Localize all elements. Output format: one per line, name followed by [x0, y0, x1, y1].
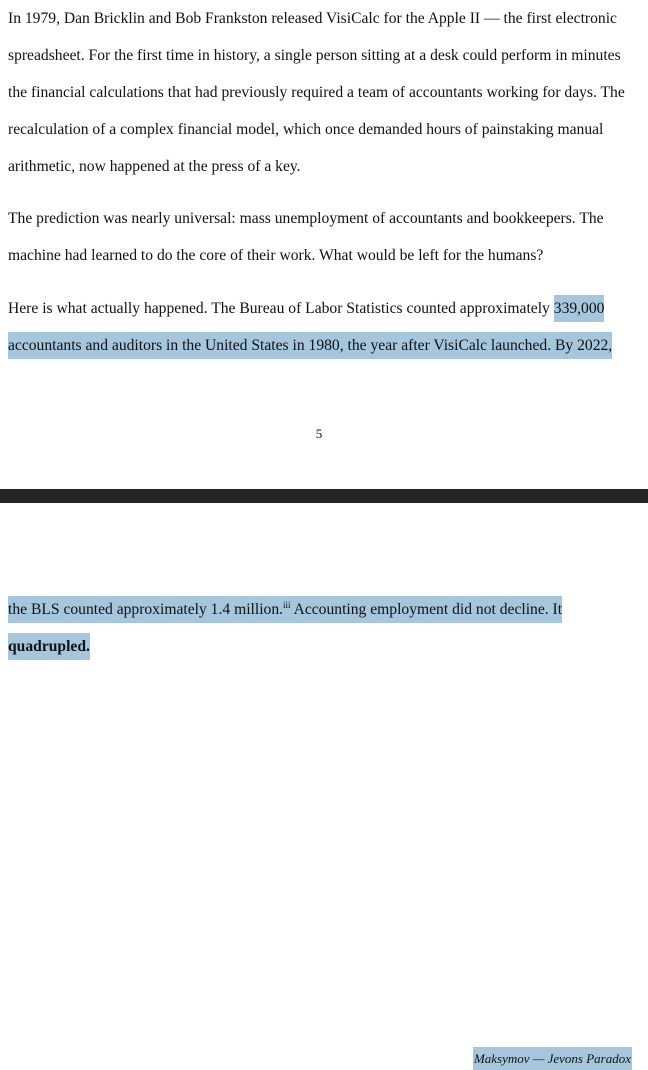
paragraph-visicalc-intro: In 1979, Dan Bricklin and Bob Frankston released VisiCalc for the Apple II — the first electronic spreadsheet. For the first time in history, a single person sitting at a desk could perform in minutes the financial calculations that had previously required a team of accountants working for days. The recalculation of a complex financial model, which once demanded hours of painstaking manual arithmetic, now happened at the press of a key. [8, 10, 625, 175]
selected-text[interactable] [8, 596, 562, 660]
page-5 [0, 0, 648, 489]
paragraph-continuation [8, 591, 638, 665]
paragraph-prediction: The prediction was nearly universal: mass unemployment of accountants and bookkeepers. The machine had learned to do the core of their work. What would be left for the humans? [8, 210, 604, 264]
page-separator [0, 489, 648, 503]
page-6 [0, 503, 648, 1066]
selected-text[interactable]: 339,000 accountants and auditors in the United States in 1980, the year after VisiCalc launched. By 2022, [8, 295, 612, 359]
footnote-marker[interactable]: iii [283, 599, 291, 610]
continuation-text: the BLS counted approximately 1.4 million. [8, 601, 284, 618]
page-number: 5 [315, 426, 323, 441]
paragraph-what-happened [8, 290, 638, 364]
continuation-text-2: Accounting employment did not decline. It [290, 601, 563, 618]
emphasis-quadrupled: quadrupled. [8, 638, 90, 655]
running-header-text[interactable]: Maksymov — Jevons Paradox [473, 1047, 632, 1070]
running-header [473, 1051, 632, 1067]
paragraph-text: Here is what actually happened. The Bureau of Labor Statistics counted approximately [8, 300, 554, 317]
